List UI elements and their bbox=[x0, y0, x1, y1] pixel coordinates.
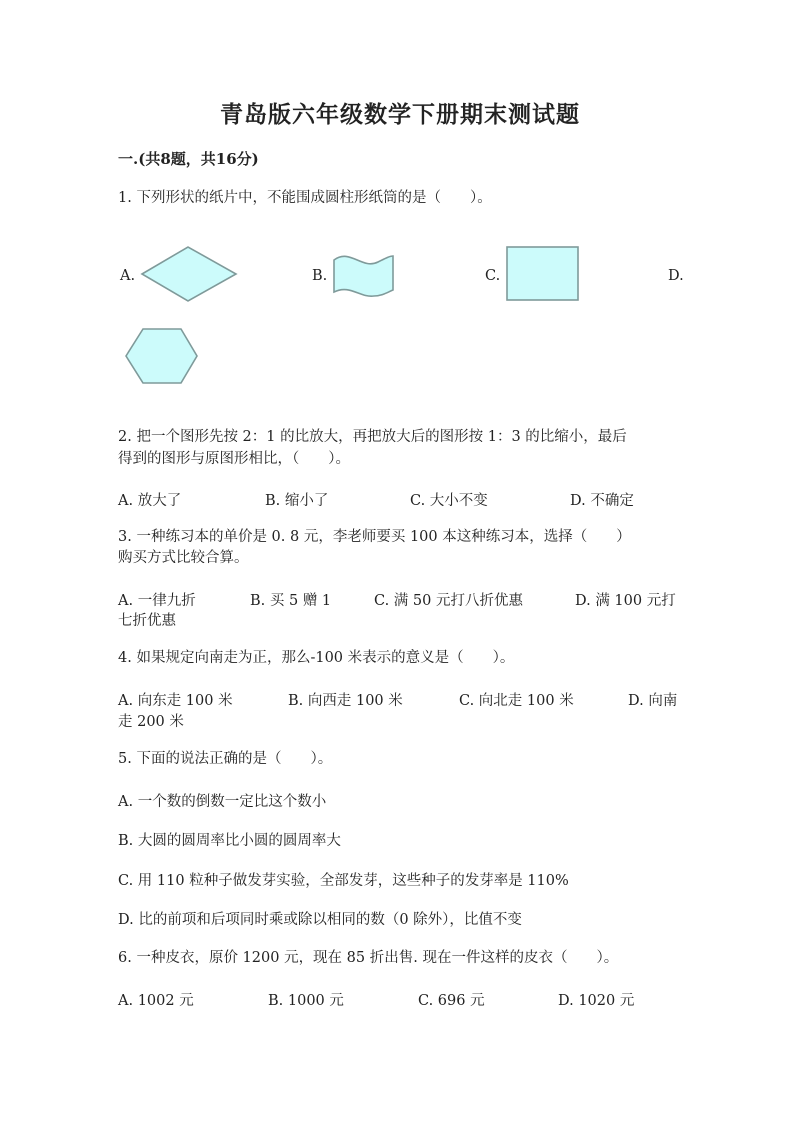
question-1-stem: 1. 下列形状的纸片中，不能围成圆柱形纸筒的是（ ）。 bbox=[118, 190, 492, 206]
q6-option-b: B. 1000 元 bbox=[268, 993, 344, 1009]
q1-option-b-label: B. bbox=[312, 268, 328, 284]
q3-option-d: D. 满 100 元打 bbox=[575, 593, 676, 609]
wavy-rectangle-shape-icon bbox=[332, 252, 396, 300]
q4-option-c: C. 向北走 100 米 bbox=[459, 693, 574, 709]
q5-option-b: B. 大圆的圆周率比小圆的圆周率大 bbox=[118, 833, 341, 849]
question-6-stem: 6. 一种皮衣，原价 1200 元，现在 85 折出售. 现在一件这样的皮衣（ ）。 bbox=[118, 950, 619, 966]
section-heading: 一.(共8题，共16分) bbox=[118, 150, 259, 168]
question-2-stem-line1: 2. 把一个图形先按 2：1 的比放大，再把放大后的图形按 1：3 的比缩小，最后 bbox=[118, 429, 627, 445]
question-2-stem-line2: 得到的图形与原图形相比，（ ）。 bbox=[118, 451, 350, 467]
q2-option-c: C. 大小不变 bbox=[410, 493, 488, 509]
q6-option-d: D. 1020 元 bbox=[558, 993, 635, 1009]
question-5-stem: 5. 下面的说法正确的是（ ）。 bbox=[118, 751, 333, 767]
page-title: 青岛版六年级数学下册期末测试题 bbox=[220, 101, 580, 128]
q4-option-b: B. 向西走 100 米 bbox=[288, 693, 403, 709]
q1-option-a-label: A. bbox=[120, 268, 136, 284]
q2-option-d: D. 不确定 bbox=[570, 493, 634, 509]
q3-option-d-continued: 七折优惠 bbox=[118, 613, 176, 629]
q4-option-a: A. 向东走 100 米 bbox=[118, 693, 233, 709]
question-4-stem: 4. 如果规定向南走为正，那么-100 米表示的意义是（ ）。 bbox=[118, 650, 515, 666]
q3-option-c: C. 满 50 元打八折优惠 bbox=[374, 593, 523, 609]
rhombus-shape-icon bbox=[140, 245, 238, 303]
q2-option-b: B. 缩小了 bbox=[265, 493, 329, 509]
q4-option-d-continued: 走 200 米 bbox=[118, 714, 184, 730]
q2-option-a: A. 放大了 bbox=[118, 493, 182, 509]
q3-option-a: A. 一律九折 bbox=[118, 593, 196, 609]
q6-option-c: C. 696 元 bbox=[418, 993, 485, 1009]
q5-option-c: C. 用 110 粒种子做发芽实验，全部发芽，这些种子的发芽率是 110% bbox=[118, 873, 569, 889]
q3-option-b: B. 买 5 赠 1 bbox=[250, 593, 332, 609]
question-3-stem-line2: 购买方式比较合算。 bbox=[118, 550, 249, 566]
question-3-stem-line1: 3. 一种练习本的单价是 0. 8 元，李老师要买 100 本这种练习本，选择（ ） bbox=[118, 529, 631, 545]
q5-option-a: A. 一个数的倒数一定比这个数小 bbox=[118, 794, 327, 810]
q1-option-d-label: D. bbox=[668, 268, 684, 284]
hexagon-shape-icon bbox=[124, 327, 200, 385]
q6-option-a: A. 1002 元 bbox=[118, 993, 194, 1009]
q5-option-d: D. 比的前项和后项同时乘或除以相同的数（0 除外），比值不变 bbox=[118, 912, 522, 928]
q1-option-c-label: C. bbox=[485, 268, 501, 284]
q4-option-d: D. 向南 bbox=[628, 693, 678, 709]
rectangle-shape-icon bbox=[506, 246, 580, 302]
